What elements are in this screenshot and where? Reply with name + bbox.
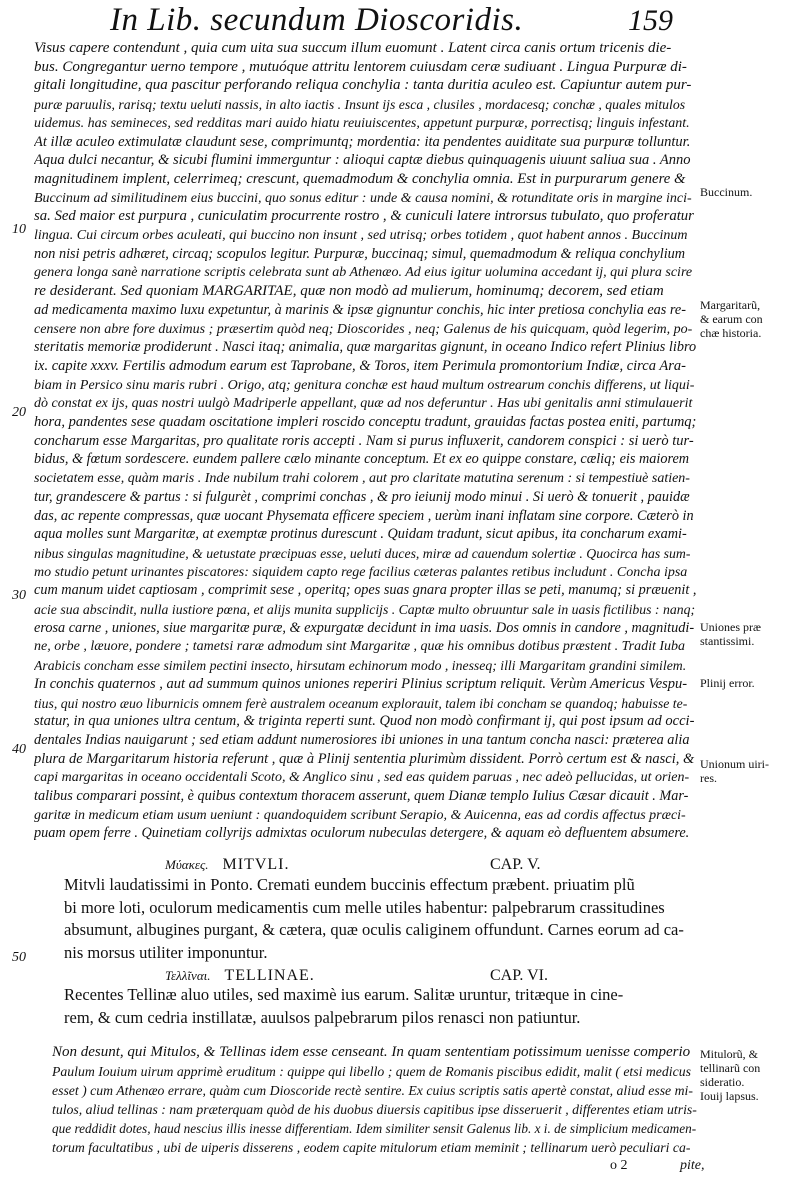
text-line: genera longa sanè narratione scriptis celebrata sunt ab Athenæo. Ad eius igitur uolumina accedant ij, qui plura scire xyxy=(34,265,693,281)
text-line: Buccinum ad similitudinem eius buccini, quo sonus editur : unde & causa nomini, & rotunditate oris in margine inci- xyxy=(34,190,692,206)
text-line: biam in Persico sinu maris rubri . Origo, atq; genitura conchæ est haud multum ostrearum conchis differens, ut liqui- xyxy=(34,377,695,393)
running-head xyxy=(110,2,673,42)
text-line: das, ac repente compressas, quæ uocant Physemata efficere speciem , uerùm inani inflatam sine corpore. Cæterò in xyxy=(34,507,694,524)
chapter-6-heading xyxy=(165,967,315,985)
text-line: societatem esse, quàm maris . Inde nubilum trahi colorem , aut pro claritate matutina serenum : si tempestiuè satien- xyxy=(34,471,690,487)
commentary-line: esset ) cum Athenæo errare, quàm cum Dioscoride rectè sentire. Ex cuius scriptis satis apertè constat, aliud esse mi- xyxy=(52,1083,693,1098)
text-line: puam opem ferre . Quinetiam collyrijs admixtas oculorum nubeculas detergere, & aquam eò defluentem absumere. xyxy=(34,825,690,842)
page-number: 159 xyxy=(628,4,673,37)
chapter-6-line: rem, & cum cedria instillatæ, auulsos palpebrarum pilos renasci non patiuntur. xyxy=(64,1007,581,1027)
text-line: bus. Congregantur uerno tempore , mutuóque attritu lentorem cuiusdam ceræ sudiuant . Lingua Purpuræ di- xyxy=(34,58,687,75)
chapter-5-line: nis morsus utiliter imponuntur. xyxy=(64,942,268,962)
greek-name: Μύακες. xyxy=(165,857,209,872)
text-line: Visus capere contendunt , quia cum uita sua succum illum euomunt . Latent circa canis ortum tricenis die- xyxy=(34,40,672,56)
margin-note-buccinum: Buccinum. xyxy=(700,185,753,199)
chapter-title: MITVLI. xyxy=(222,856,290,873)
text-line: Aqua dulci necantur, & sicubi flumini immerguntur : alioqui captæ diebus quinquagenis uiuunt saliua sua . Anno xyxy=(34,152,691,169)
chapter-5-line: absumunt, albugines purgant, & cætera, quæ oculis caliginem offundunt. Carnes eorum ad ca- xyxy=(64,920,684,939)
chapter-5-cap: CAP. V. xyxy=(490,856,541,873)
commentary-line: torum facultatibus , ubi de uiperis disserens , eodem capite mitulorum etiam meminit ; tellinarum uerò peculiari ca- xyxy=(52,1140,691,1155)
text-line: aqua molles sunt Margaritæ, at exemptæ protinus durescunt . Quidam tradunt, sicut apibus, ita concharum exami- xyxy=(34,526,687,543)
text-line: plura de Margaritarum historia referunt , quæ à Plinij sententia plurimùm dissident. Porrò certum est & nasci, & xyxy=(34,750,695,767)
text-line: re desiderant. Sed quoniam MARGARITAE, quæ non modò ad mulierum, hominumq; decorem, sed etiam xyxy=(34,283,664,300)
text-line: In conchis quaternos , aut ad summum quinos uniones reperiri Plinius scriptum reliquit. Verùm Americus Vespu- xyxy=(34,675,688,692)
text-line: Arabicis concham esse similem pectini insecto, hirsutam echinorum modo , inesseq; illi Margaritam grandini similem. xyxy=(34,658,687,674)
chapter-5-heading xyxy=(165,856,290,874)
text-line: erosa carne , uniones, siue margaritæ puræ, & expurgatæ decidunt in ima uasis. Dos omnis in candore , magnitudi- xyxy=(34,619,695,636)
text-line: ix. capite xxxv. Fertilis admodum earum est Taprobane, & Toros, item Perimula promontorium Indiæ, circa Ara- xyxy=(34,357,686,374)
chapter-6-cap: CAP. VI. xyxy=(490,967,548,984)
text-line: hora, pandentes sese quadam oscitatione impleri roscido conceptu tradunt, grauidas factas postea eniti, partumq; xyxy=(34,414,696,430)
commentary-line: Non desunt, qui Mitulos, & Tellinas idem esse censeant. In quam sententiam potissimum uenisse comperio xyxy=(52,1044,691,1060)
text-line: concharum esse Margaritas, pro qualitate roris accepti . Nam si purus influxerit, candorem conspici : si uerò tur- xyxy=(34,432,694,449)
margin-note-margaritarum: Margaritarũ, & earum con chæ historia. xyxy=(700,298,763,340)
signature-mark: o 2 xyxy=(610,1158,628,1173)
text-line: magnitudinem implent, celerrimeq; crescunt, quemadmodum & conchylia omnia. Est in purpurarum genere & xyxy=(34,170,686,187)
text-line: cum manum uidet captiosam , comprimit sese , operitq; opes suas gnara propter illas se peti, manumq; si præuenit , xyxy=(34,582,696,599)
text-line: garitæ in medicum etiam usum ueniunt : quandoquidem scribunt Serapio, & Auicenna, eas ad cordis affectus præci- xyxy=(34,807,686,823)
line-number: 30 xyxy=(12,588,26,603)
line-number: 40 xyxy=(12,742,26,757)
text-line: mo studio petunt urinantes piscatores: siquidem capto rege facilius cæteras palantes retibus includunt . Concha ipsa xyxy=(34,564,688,580)
text-line: sa. Sed maior est purpura , cuniculatim procurrente rostro , & cuniculi latere introrsus tubulato, quo proferatur xyxy=(34,208,694,225)
margin-note-unionum-uires: Unionum uiri- res. xyxy=(700,757,769,785)
chapter-5-line: bi more loti, oculorum medicamentis cum melle utiles habentur: palpebrarum crassitudines xyxy=(64,897,665,917)
chapter-5-line: Mitvli laudatissimi in Ponto. Cremati eundem buccinis effectum præbent. priuatim plũ xyxy=(64,875,635,894)
margin-note-uniones: Uniones præ stantissimi. xyxy=(700,620,761,648)
chapter-title: TELLINAE. xyxy=(224,967,315,984)
margin-note-plinij-error: Plinij error. xyxy=(700,676,755,690)
line-number: 10 xyxy=(12,222,26,237)
text-line: censere non abre fore duximus ; præsertim quòd neq; Dioscorides , neq; Galenus de his quicquam, quòd legerim, po- xyxy=(34,321,693,337)
text-line: acie sua abscindit, nulla iustiore pœna, et alijs munita supplicijs . Captæ multo obruuntur sale in uasis fictilibus : nanq; xyxy=(34,602,696,617)
chapter-6-line: Recentes Tellinæ aluo utiles, sed maximè ius earum. Salitæ uruntur, tritæque in cine- xyxy=(64,985,624,1004)
text-line: lingua. Cui circum orbes aculeati, qui buccino non insunt , sed utrisq; orbes totidem , quot habent annos . Buccinum xyxy=(34,228,688,243)
text-line: bidus, & fœtum sordescere. eundem pallere cælo minante conceptum. Et ex eo quippe constare, cæliq; eis maiorem xyxy=(34,451,690,468)
text-line: puræ paruulis, rarisq; textu ueluti nassis, in alto iactis . Insunt ijs esca , clusiles , mordacesq; conchæ , quales mitulos xyxy=(34,97,686,113)
greek-name: Τελλῖναι. xyxy=(165,968,211,983)
catchword: pite, xyxy=(680,1158,705,1173)
text-line: ad medicamenta maximo luxu expetuntur, à marinis & ipsæ gignuntur conchis, hic inter pretiosa conchylia eas re- xyxy=(34,301,686,318)
text-line: capi margaritas in oceano occidentali Scoto, & Anglico sinu , sed eas quidem paruas , nec adeò pellucidas, ut orien- xyxy=(34,770,690,786)
commentary-line: que reddidit dotes, haud nescius illis inesse differentiam. Idem similiter sensit Galenus lib. x i. de simplicium medicamen- xyxy=(52,1121,697,1136)
text-line: tius, qui nostro æuo liburnicis omnem ferè australem oceanum explorauit, talem ibi concham se quandoq; habuisse te- xyxy=(34,695,688,711)
text-line: tur, grandescere & partus : si fulgurèt , comprimi conchas , & pro ieiunij modo minui . Si uerò & tonuerit , pauidæ xyxy=(34,488,690,505)
text-line: dò constat ex ijs, quas nostri uulgò Madriperle appellant, quæ ad nos deferuntur . Has ubi genitalis anni stimulauerit xyxy=(34,396,693,412)
text-line: ne, orbe , læuore, pondere ; tametsi raræ admodum sint Margaritæ , quæ his omnibus dotibus præstent . Tradit Iuba xyxy=(34,639,686,655)
line-number: 20 xyxy=(12,405,26,420)
text-line: uidemus. has semineces, sed redditas mari auido hiatu reuiuiscentes, appetunt purpuræ, porrectisq; linguis infestant. xyxy=(34,115,690,131)
text-line: statur, in qua uniones ultra centum, & triginta reperti sunt. Quod non modò confirmant ij, qui post ipsum ad occi- xyxy=(34,713,695,730)
running-title: In Lib. secundum Dioscoridis. xyxy=(110,2,524,38)
text-line: nibus singulas magnitudine, & uetustate præcipuas esse, ueluti duces, miræ ad cauendum solertiæ . Quocirca has sum- xyxy=(34,545,691,561)
commentary-line: tulos, aliud tellinas : nam præterquam quòd de his duobus diuersis capitibus ipse disseruerit , differentes etiam utris- xyxy=(52,1102,697,1117)
line-number: 50 xyxy=(12,950,26,965)
text-line: talibus comparari possint, è quibus contextum thoracem asserunt, quem Dianæ templo Iulius Cæsar dicauit . Mar- xyxy=(34,788,689,804)
text-line: At illæ aculeo extimulatæ claudunt sese, comprimuntq; mordentia: ita pendentes auiditate sua purpuræ tolluntur. xyxy=(34,133,691,150)
commentary-line: Paulum Iouium uirum apprimè eruditum : quippe qui libello ; quem de Romanis piscibus edidit, malit ( etsi medicus xyxy=(52,1064,691,1079)
text-line: steritatis memoriæ prodiderunt . Nasci itaq; animalia, quæ margaritas gignunt, in oceano Indico refert Plinius libro xyxy=(34,339,696,356)
text-line: gitali longitudine, qua pascitur perforando reliqua conchylia : tanta duritia aculeo est. Capiuntur autem pur- xyxy=(34,77,692,94)
margin-note-mitulorum: Mitulorũ, & tellinarũ con sideratio. Iouij lapsus. xyxy=(700,1047,761,1103)
text-line: dentales Indias nauigarunt ; sed etiam addunt numerosiores ibi uniones in una tantum concha nasci: præterea alia xyxy=(34,731,690,748)
text-line: non nisi petris adhæret, circaq; scopulos legitur. Purpuræ, buccinaq; simul, quemadmodum & reliqua conchylium xyxy=(34,245,686,262)
